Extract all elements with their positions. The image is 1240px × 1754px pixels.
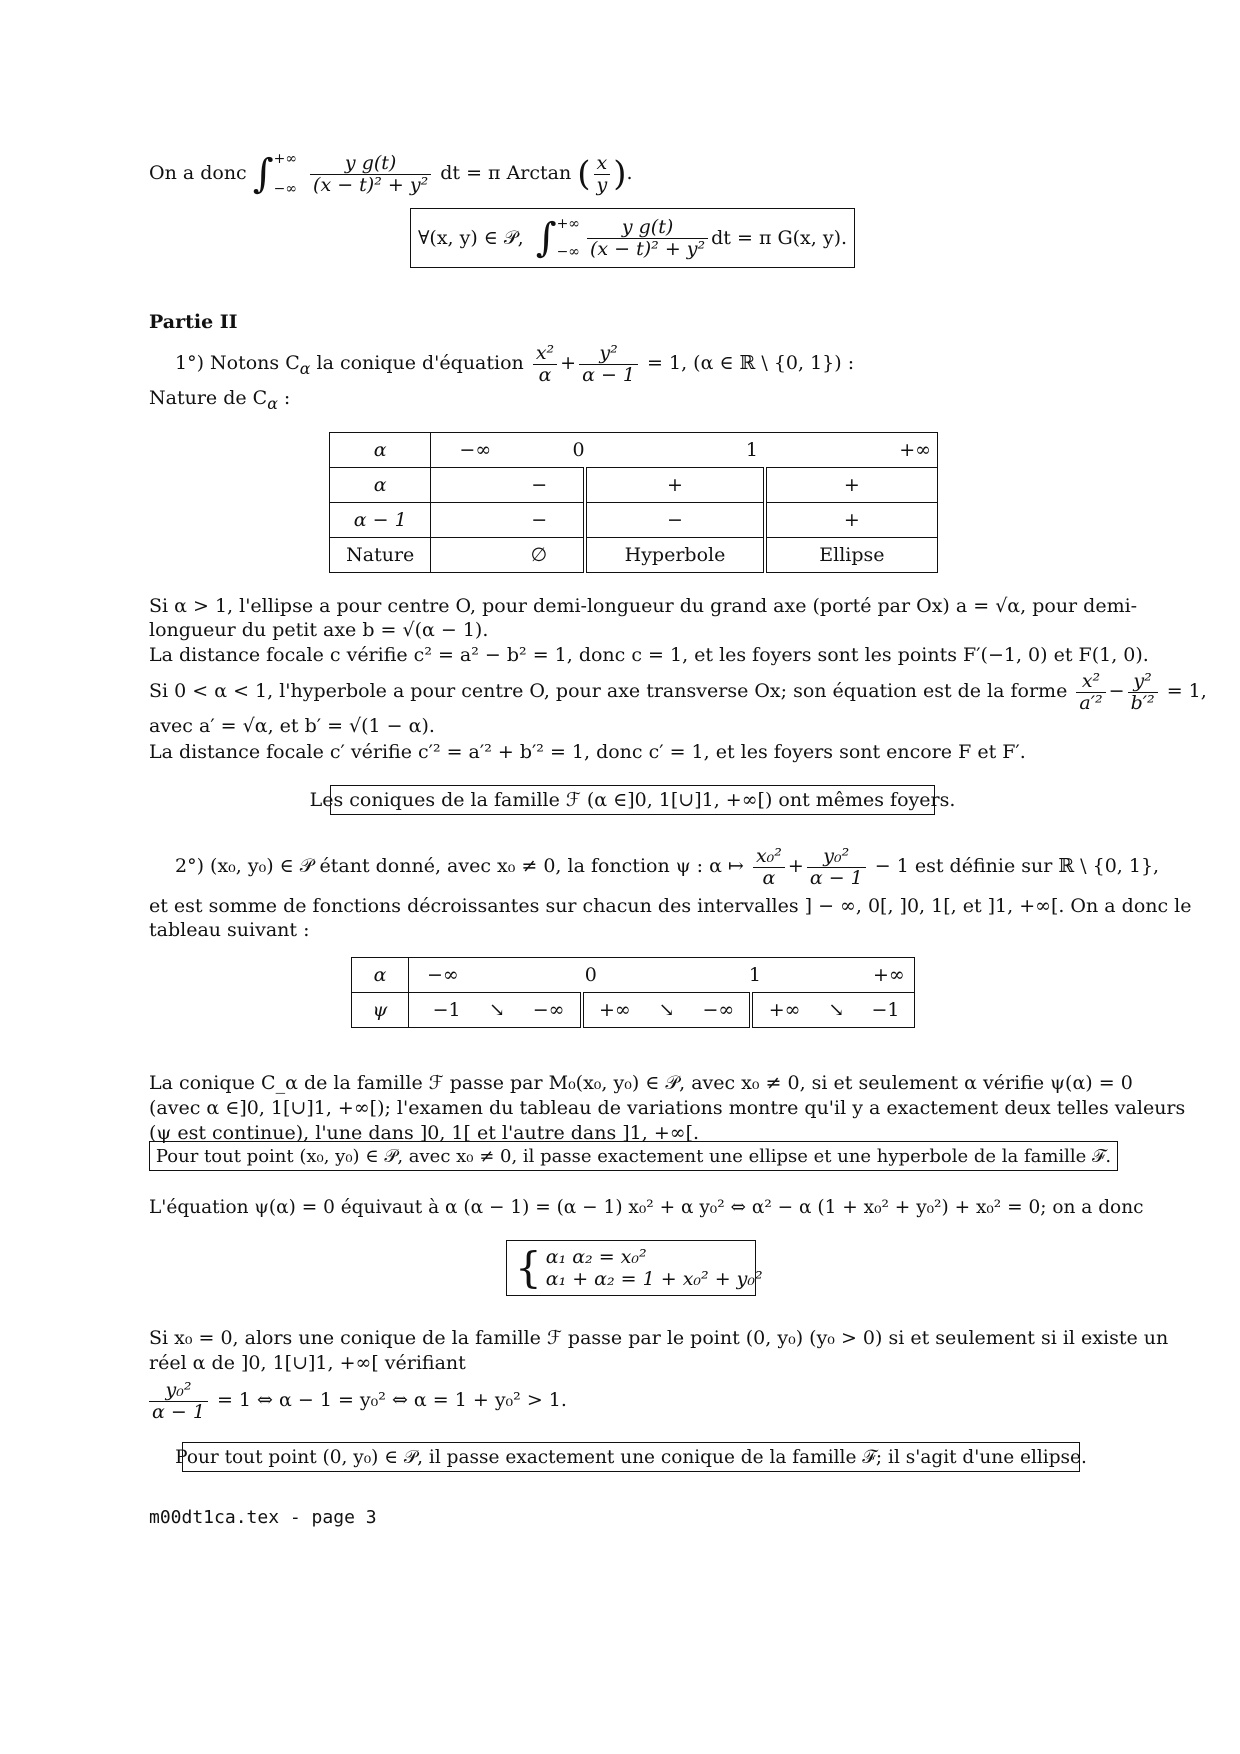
paragraph-line: avec a′ = √α, et b′ = √(1 − α). (149, 715, 435, 737)
paragraph-line: réel α de ]0, 1[∪]1, +∞[ vérifiant (149, 1352, 466, 1374)
paragraph-line: La distance focale c′ vérifie c′² = a′² + b′² = 1, donc c′ = 1, et les foyers sont encore F et F′. (149, 741, 1026, 763)
paren-open: ( (577, 154, 591, 194)
table-row: ψ −1 ↘ −∞ +∞ ↘ −∞ +∞ ↘ −1 (352, 993, 915, 1028)
nature-label: Nature de $C_\alpha$ : (149, 387, 291, 413)
table-row: Nature ∅ Hyperbole Ellipse (330, 538, 938, 573)
boxed-result-2: Les coniques de la famille ℱ (α ∈]0, 1[∪]1, +∞[) ont mêmes foyers. (330, 785, 935, 815)
table-row: α − 1 − − + (330, 503, 938, 538)
variation-table: α −∞ 0 1 +∞ ψ −1 ↘ −∞ +∞ ↘ −∞ +∞ ↘ −1 (351, 957, 915, 1028)
integral-sign: ∫ (252, 151, 274, 197)
paragraph-line: La conique C_α de la famille ℱ passe par M₀(x₀, y₀) ∈ 𝒫, avec x₀ ≠ 0, si et seulement α vérifie ψ(α) = 0 (149, 1072, 1133, 1094)
paragraph-line: tableau suivant : (149, 919, 310, 941)
paragraph-line: (avec α ∈]0, 1[∪]1, +∞[); l'examen du tableau de variations montre qu'il y a exactement deux telles valeurs (149, 1097, 1186, 1119)
q1-line: 1°) Notons $C_\alpha$ la conique d'équation $\frac{\text{x²}}{\alpha}$ + $\frac{\text{y²}}{\alpha - 1}$ = 1, (α ∈ ℝ \ {0, 1}) : (175, 341, 855, 386)
paragraph-line: $\frac{\text{y₀²}}{\alpha - 1}$ = 1 ⇔ α − 1 = y₀² ⇔ α = 1 + y₀² > 1. (149, 1377, 567, 1423)
paragraph-line: longueur du petit axe b = √(α − 1). (149, 619, 489, 641)
paragraph-line: Si 0 < α < 1, l'hyperbole a pour centre O, pour axe transverse Ox; son équation est de la forme $\frac{\text{x²}}{\text{a′²}}$ − $\frac{\text{y²}}{\text{b′²}}$ = 1, (149, 669, 1207, 714)
q2-line: 2°) (x₀, y₀) ∈ 𝒫 étant donné, avec x₀ ≠ 0, la fonction ψ : α ↦ $\frac{\text{x₀²}}{\alpha}$ + $\frac{\text{y₀²}}{\alpha - 1}$ − 1 est définie sur ℝ \ {0, 1}, (175, 844, 1160, 889)
intro-text: On a donc (149, 162, 247, 184)
paragraph-line: et est somme de fonctions décroissantes sur chacun des intervalles ] − ∞, 0[, ]0, 1[, et ]1, +∞[. On a donc le (149, 895, 1192, 917)
integral-rhs: dt = π Arctan (440, 162, 572, 184)
page-footer: m00dt1ca.tex - page 3 (149, 1507, 377, 1528)
table-row: α − + + (330, 468, 938, 503)
boxed-result-1: ∀(x, y) ∈ 𝒫, ∫ +∞ −∞ $\frac{\text{y g(t)}}{\text{(x − t)² + y²}}$ dt = π G(x, y). (410, 208, 855, 268)
table-header-axis: −∞ 0 1 +∞ (431, 433, 938, 468)
paragraph-line: La distance focale c vérifie c² = a² − b² = 1, donc c = 1, et les foyers sont les points F′(−1, 0) et F(1, 0). (149, 644, 1149, 666)
boxed-result-3: Pour tout point (x₀, y₀) ∈ 𝒫, avec x₀ ≠ 0, il passe exactement une ellipse et une hyperbole de la famille ℱ. (149, 1141, 1118, 1171)
nature-table (329, 432, 938, 573)
paragraph-line: Si x₀ = 0, alors une conique de la famille ℱ passe par le point (0, y₀) (y₀ > 0) si et seulement si il existe un (149, 1327, 1169, 1349)
paragraph-line: (ψ est continue), l'une dans ]0, 1[ et l'autre dans ]1, +∞[. (149, 1122, 700, 1144)
integrand-fraction: $\frac{\text{y g(t)}}{\text{(x − t)² + y²}}$ (310, 153, 431, 196)
table-header-cell: α (330, 433, 431, 468)
paragraph-line: L'équation ψ(α) = 0 équivaut à α (α − 1) = (α − 1) x₀² + α y₀² ⇔ α² − α (1 + x₀² + y₀²) + x₀² = 0; on a donc (149, 1197, 1144, 1218)
system-eq-1: α₁ α₂ = x₀² (545, 1246, 647, 1268)
integral-limits: +∞ −∞ (273, 151, 297, 197)
brace-symbol: { (515, 1243, 542, 1292)
boxed-result-4: Pour tout point (0, y₀) ∈ 𝒫, il passe exactement une conique de la famille ℱ; il s'agit d'une ellipse. (182, 1442, 1080, 1472)
system-box (506, 1240, 763, 1296)
integral-line: On a donc ∫ +∞ −∞ $\frac{\text{y g(t)}}{\text{(x − t)² + y²}}$ dt = π Arctan ( $\frac{x}{y}$ ). (149, 151, 633, 197)
variation-header: −∞ 0 1 +∞ (409, 958, 915, 993)
x-over-y: $\frac{x}{y}$ (594, 153, 611, 196)
system-eq-2: α₁ + α₂ = 1 + x₀² + y₀² (545, 1268, 763, 1290)
paren-close: ) (613, 154, 627, 194)
integral-sign: ∫ (535, 215, 557, 261)
paragraph-line: Si α > 1, l'ellipse a pour centre O, pour demi-longueur du grand axe (porté par Ox) a = √α, pour demi- (149, 595, 1138, 617)
section-title: Partie II (149, 311, 238, 333)
